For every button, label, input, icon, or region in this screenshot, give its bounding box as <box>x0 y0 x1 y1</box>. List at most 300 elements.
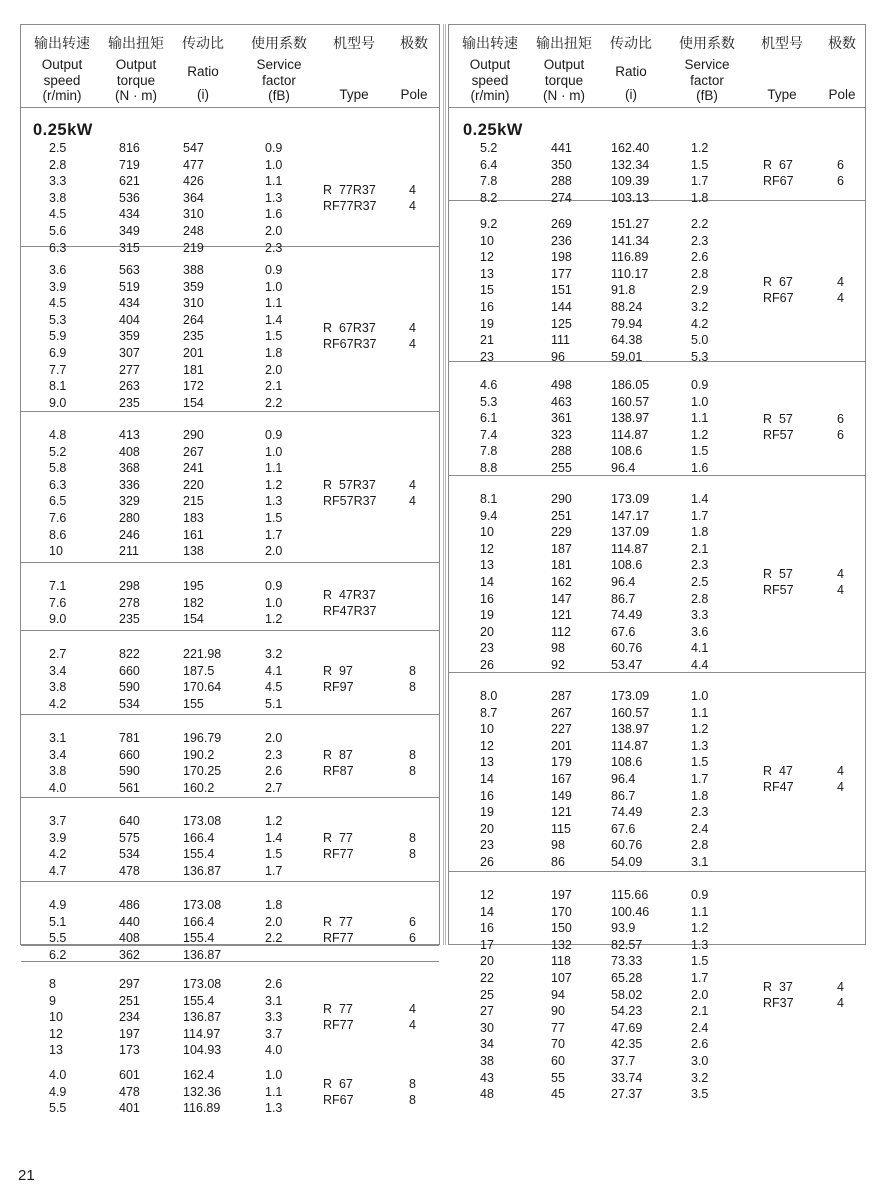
table-header <box>449 25 865 108</box>
cell-ratio: 264 <box>183 312 204 327</box>
table-row <box>449 1086 865 1102</box>
cell-service-factor: 3.0 <box>691 1054 709 1068</box>
cell-service-factor: 1.2 <box>265 612 283 627</box>
cell-ratio: 88.24 <box>611 300 643 314</box>
table-row <box>449 266 865 282</box>
model-type: RF47 <box>763 780 794 794</box>
table-row <box>449 721 865 737</box>
cell-service-factor: 4.1 <box>691 641 709 656</box>
cell-service-factor: 2.3 <box>691 233 709 248</box>
cell-torque: 413 <box>119 428 140 442</box>
header-speed-unit: (r/min) <box>42 88 82 103</box>
table-group <box>449 476 865 673</box>
cell-service-factor: 3.3 <box>265 1010 283 1025</box>
table-row <box>449 332 865 348</box>
cell-speed: 4.5 <box>49 207 67 222</box>
cell-torque: 234 <box>119 1010 140 1025</box>
header-sf-zh: 使用系数 <box>679 35 735 51</box>
cell-service-factor: 1.8 <box>265 346 283 360</box>
table-row <box>449 705 865 721</box>
model-type: RF57 <box>763 427 794 442</box>
table-row <box>449 394 865 410</box>
header-torque-zh: 输出扭矩 <box>536 35 592 51</box>
cell-speed: 22 <box>480 971 494 985</box>
cell-ratio: 103.13 <box>611 190 650 205</box>
cell-service-factor: 2.6 <box>691 250 709 265</box>
cell-speed: 19 <box>480 805 494 820</box>
cell-ratio: 64.38 <box>611 333 643 348</box>
cell-ratio: 162.40 <box>611 141 650 155</box>
table-row <box>449 443 865 459</box>
model-type: RF77 <box>323 1018 354 1033</box>
cell-service-factor: 1.6 <box>265 207 283 222</box>
cell-ratio: 290 <box>183 428 204 442</box>
cell-torque: 121 <box>551 805 572 820</box>
cell-speed: 6.2 <box>49 947 67 962</box>
cell-torque: 315 <box>119 240 140 255</box>
table-group <box>21 631 439 715</box>
cell-torque: 70 <box>551 1037 565 1052</box>
cell-torque: 534 <box>119 847 140 862</box>
cell-speed: 12 <box>480 738 494 753</box>
cell-service-factor: 1.7 <box>265 527 283 542</box>
cell-service-factor: 1.1 <box>691 904 709 919</box>
model-type: RF77R37 <box>323 198 377 213</box>
cell-torque: 486 <box>119 898 140 912</box>
cell-ratio: 183 <box>183 511 204 525</box>
cell-torque: 96 <box>551 349 565 364</box>
cell-speed: 20 <box>480 821 494 836</box>
cell-speed: 7.8 <box>480 444 498 459</box>
cell-ratio: 96.4 <box>611 772 636 786</box>
cell-torque: 404 <box>119 312 140 327</box>
cell-ratio: 114.87 <box>611 541 649 556</box>
pole-count: 8 <box>409 830 416 845</box>
cell-torque: 298 <box>119 579 140 593</box>
pole-count: 8 <box>409 679 416 694</box>
model-type: R 37 <box>763 979 793 994</box>
cell-service-factor: 1.7 <box>691 508 709 523</box>
cell-ratio: 93.9 <box>611 921 636 936</box>
cell-ratio: 59.01 <box>611 349 643 364</box>
cell-service-factor: 2.8 <box>691 266 709 281</box>
header-pole-en: Pole <box>828 87 856 102</box>
cell-service-factor: 1.5 <box>691 755 709 770</box>
cell-service-factor: 1.8 <box>691 190 709 205</box>
header-pole <box>819 35 865 105</box>
cell-speed: 16 <box>480 300 494 314</box>
cell-torque: 198 <box>551 250 572 265</box>
table-row <box>449 854 865 870</box>
cell-torque: 359 <box>119 329 140 344</box>
cell-ratio: 108.6 <box>611 444 643 459</box>
cell-ratio: 79.94 <box>611 316 643 331</box>
cell-ratio: 221.98 <box>183 647 222 661</box>
cell-torque: 297 <box>119 977 140 991</box>
cell-service-factor: 2.6 <box>265 764 283 779</box>
header-speed-en1: Output <box>469 57 511 72</box>
table-row <box>449 140 865 156</box>
cell-ratio: 310 <box>183 207 204 222</box>
model-type: R 57 <box>763 567 793 581</box>
header-sf-zh: 使用系数 <box>251 35 307 51</box>
cell-service-factor: 3.1 <box>265 993 283 1008</box>
header-type <box>751 35 813 105</box>
cell-service-factor: 1.0 <box>265 279 283 294</box>
table-row <box>21 730 439 746</box>
cell-torque: 181 <box>551 558 572 573</box>
cell-service-factor: 1.4 <box>691 492 709 506</box>
table-row <box>449 173 865 189</box>
model-type: R 67 <box>763 157 793 172</box>
cell-speed: 8.7 <box>480 705 498 720</box>
cell-speed: 5.5 <box>49 1101 67 1116</box>
cell-speed: 6.9 <box>49 346 67 360</box>
cell-torque: 115 <box>551 821 571 836</box>
cell-ratio: 155 <box>183 696 204 711</box>
table-group <box>21 125 439 255</box>
cell-ratio: 147.17 <box>611 508 650 523</box>
header-type <box>323 35 385 105</box>
cell-ratio: 136.87 <box>183 947 222 962</box>
cell-speed: 3.1 <box>49 731 67 745</box>
table-row <box>449 157 865 173</box>
table-group <box>449 125 865 205</box>
header-torque-en1: Output <box>115 57 157 72</box>
table-group <box>21 247 439 412</box>
table-row <box>449 624 865 640</box>
pole-count: 6 <box>837 411 844 426</box>
cell-speed: 16 <box>480 788 494 803</box>
pole-count: 6 <box>409 930 416 945</box>
table-row <box>21 173 439 189</box>
pole-count: 4 <box>409 494 416 509</box>
cell-service-factor: 1.0 <box>265 1068 283 1082</box>
cell-speed: 3.4 <box>49 747 67 762</box>
table-row <box>449 377 865 393</box>
table-row <box>449 754 865 770</box>
header-speed <box>23 35 101 104</box>
header-speed-en2: speed <box>471 72 509 88</box>
cell-speed: 15 <box>480 283 494 298</box>
cell-speed: 23 <box>480 349 494 364</box>
cell-torque: 660 <box>119 663 140 678</box>
table-row <box>21 914 439 930</box>
cell-speed: 3.3 <box>49 174 67 189</box>
cell-service-factor: 3.5 <box>691 1087 709 1102</box>
model-type: RF47R37 <box>323 603 377 618</box>
table-header <box>21 25 439 108</box>
table-row <box>449 771 865 787</box>
cell-speed: 8.8 <box>480 461 498 475</box>
cell-ratio: 138 <box>183 544 204 559</box>
cell-ratio: 60.76 <box>611 838 643 853</box>
cell-speed: 10 <box>480 722 494 737</box>
cell-torque: 118 <box>551 954 571 969</box>
cell-ratio: 173.08 <box>183 977 222 991</box>
table-row <box>21 378 439 394</box>
cell-speed: 8 <box>49 977 56 991</box>
table-row <box>21 1026 439 1042</box>
cell-ratio: 173.08 <box>183 898 222 912</box>
cell-service-factor: 4.5 <box>265 680 283 695</box>
cell-service-factor: 1.3 <box>265 190 283 205</box>
center-divider <box>443 24 444 945</box>
model-type: RF67 <box>323 1092 354 1107</box>
cell-service-factor: 5.3 <box>691 349 709 364</box>
cell-torque: 536 <box>119 190 140 205</box>
cell-ratio: 136.87 <box>183 863 222 878</box>
model-type: R 97 <box>323 663 353 678</box>
cell-ratio: 364 <box>183 190 204 205</box>
header-pole-en: Pole <box>400 87 428 102</box>
cell-service-factor: 2.3 <box>691 805 709 820</box>
model-type: RF67R37 <box>323 337 377 352</box>
table-row <box>449 657 865 673</box>
cell-ratio: 132.34 <box>611 157 650 172</box>
cell-service-factor: 2.0 <box>265 914 283 929</box>
cell-speed: 5.8 <box>49 461 67 476</box>
cell-speed: 4.0 <box>49 1068 67 1082</box>
table-row <box>449 821 865 837</box>
table-group <box>449 673 865 872</box>
table-row <box>21 993 439 1009</box>
table-row <box>21 362 439 378</box>
cell-torque: 590 <box>119 680 140 695</box>
table-row <box>449 904 865 920</box>
cell-torque: 434 <box>119 207 140 222</box>
cell-speed: 3.8 <box>49 190 67 205</box>
cell-service-factor: 2.3 <box>265 747 283 762</box>
cell-speed: 19 <box>480 608 494 623</box>
pole-count: 4 <box>837 764 844 778</box>
header-ratio-unit: (i) <box>197 87 209 102</box>
cell-torque: 94 <box>551 987 565 1002</box>
header-type-en: Type <box>339 87 369 102</box>
cell-torque: 98 <box>551 641 565 656</box>
table-row <box>21 262 439 278</box>
table-row <box>449 1020 865 1036</box>
cell-speed: 20 <box>480 954 494 969</box>
model-type: R 67 <box>323 1076 353 1091</box>
cell-ratio: 151.27 <box>611 217 650 231</box>
cell-speed: 10 <box>49 1010 63 1025</box>
cell-service-factor: 2.2 <box>265 395 283 410</box>
cell-torque: 478 <box>119 1084 140 1099</box>
cell-ratio: 91.8 <box>611 283 636 298</box>
cell-speed: 14 <box>480 904 494 919</box>
cell-ratio: 67.6 <box>611 821 636 836</box>
pole-count: 4 <box>837 995 844 1010</box>
cell-service-factor: 2.3 <box>265 240 283 255</box>
cell-speed: 5.2 <box>49 444 67 459</box>
cell-service-factor: 3.2 <box>265 647 283 661</box>
table-row <box>449 591 865 607</box>
cell-torque: 246 <box>119 527 140 542</box>
cell-torque: 235 <box>119 612 140 627</box>
cell-torque: 251 <box>119 993 140 1008</box>
pole-count: 4 <box>837 291 844 306</box>
cell-torque: 236 <box>551 233 572 248</box>
header-torque-unit: (N · m) <box>115 88 157 103</box>
model-type: RF57 <box>763 583 794 597</box>
table-row <box>449 688 865 704</box>
cell-ratio: 109.39 <box>611 174 650 189</box>
header-speed-unit: (r/min) <box>470 88 510 103</box>
cell-ratio: 86.7 <box>611 788 636 803</box>
cell-service-factor: 1.1 <box>691 411 709 426</box>
cell-service-factor: 1.7 <box>265 863 283 878</box>
cell-ratio: 37.7 <box>611 1054 636 1068</box>
cell-speed: 9.4 <box>480 508 498 523</box>
cell-speed: 16 <box>480 591 494 606</box>
cell-ratio: 114.97 <box>183 1026 221 1041</box>
cell-ratio: 33.74 <box>611 1070 643 1085</box>
cell-ratio: 173.09 <box>611 492 650 506</box>
cell-torque: 349 <box>119 224 140 238</box>
cell-torque: 290 <box>551 492 572 506</box>
cell-speed: 19 <box>480 316 494 331</box>
cell-ratio: 82.57 <box>611 937 643 952</box>
pole-count: 4 <box>409 321 416 336</box>
header-sf <box>669 35 745 104</box>
cell-service-factor: 3.1 <box>691 855 709 869</box>
model-type: R 47 <box>763 764 793 778</box>
cell-torque: 132 <box>551 937 572 952</box>
cell-ratio: 27.37 <box>611 1087 643 1102</box>
cell-service-factor: 1.7 <box>691 174 709 189</box>
cell-torque: 86 <box>551 855 565 869</box>
cell-speed: 13 <box>49 1043 63 1058</box>
cell-service-factor: 1.8 <box>691 788 709 803</box>
cell-service-factor: 1.5 <box>691 157 709 172</box>
header-ratio-zh: 传动比 <box>182 35 224 51</box>
table-row <box>449 299 865 315</box>
table-row <box>21 460 439 476</box>
cell-ratio: 74.49 <box>611 608 643 623</box>
cell-speed: 43 <box>480 1070 494 1085</box>
table-row <box>449 541 865 557</box>
cell-torque: 269 <box>551 217 572 231</box>
header-torque-en1: Output <box>543 57 585 72</box>
table-row <box>21 830 439 846</box>
header-ratio-en: Ratio <box>187 64 219 79</box>
cell-service-factor: 2.9 <box>691 283 709 298</box>
header-ratio-en: Ratio <box>615 64 647 79</box>
table-row <box>449 1003 865 1019</box>
cell-torque: 401 <box>119 1101 140 1116</box>
model-type: R 77 <box>323 1002 353 1017</box>
cell-speed: 34 <box>480 1037 494 1052</box>
cell-ratio: 170.25 <box>183 764 222 779</box>
cell-speed: 14 <box>480 772 494 786</box>
cell-ratio: 58.02 <box>611 987 643 1002</box>
pole-count: 8 <box>409 747 416 762</box>
cell-speed: 23 <box>480 838 494 853</box>
cell-ratio: 219 <box>183 240 204 255</box>
cell-ratio: 173.09 <box>611 689 650 703</box>
header-ratio <box>173 35 233 105</box>
cell-ratio: 138.97 <box>611 722 650 737</box>
cell-service-factor: 0.9 <box>265 141 283 155</box>
header-sf <box>241 35 317 104</box>
table-row <box>449 316 865 332</box>
header-type-zh: 机型号 <box>333 35 375 51</box>
table-group <box>449 201 865 362</box>
cell-torque: 288 <box>551 174 572 189</box>
cell-torque: 719 <box>119 157 140 172</box>
cell-speed: 5.6 <box>49 224 67 238</box>
header-torque-en2: torque <box>116 72 156 88</box>
model-type: RF77 <box>323 930 354 945</box>
header-torque <box>101 35 171 104</box>
cell-ratio: 201 <box>183 346 204 360</box>
pole-count: 4 <box>837 979 844 994</box>
table-row <box>449 970 865 986</box>
cell-torque: 121 <box>551 608 572 623</box>
cell-service-factor: 1.0 <box>265 444 283 459</box>
table-row <box>449 607 865 623</box>
table-group <box>449 872 865 1102</box>
cell-speed: 27 <box>480 1004 494 1019</box>
cell-speed: 13 <box>480 266 494 281</box>
cell-ratio: 170.64 <box>183 680 222 695</box>
cell-speed: 6.1 <box>480 411 498 426</box>
table-row <box>449 1053 865 1069</box>
cell-service-factor: 1.5 <box>265 511 283 525</box>
cell-torque: 227 <box>551 722 572 737</box>
cell-service-factor: 2.0 <box>691 987 709 1002</box>
table-row <box>449 937 865 953</box>
cell-ratio: 54.09 <box>611 855 643 869</box>
cell-ratio: 162.4 <box>183 1068 215 1082</box>
model-type: RF37 <box>763 995 794 1010</box>
cell-ratio: 160.2 <box>183 780 215 795</box>
cell-torque: 45 <box>551 1087 565 1102</box>
header-torque-unit: (N · m) <box>543 88 585 103</box>
cell-ratio: 110.17 <box>611 266 649 281</box>
table-row <box>21 279 439 295</box>
table-row <box>21 930 439 946</box>
cell-service-factor: 2.0 <box>265 544 283 559</box>
table-row <box>449 640 865 656</box>
cell-service-factor: 1.3 <box>691 937 709 952</box>
cell-torque: 179 <box>551 755 572 770</box>
cell-ratio: 154 <box>183 612 204 627</box>
table-row <box>21 846 439 862</box>
cell-ratio: 116.89 <box>183 1101 221 1116</box>
cell-ratio: 136.87 <box>183 1010 222 1025</box>
cell-service-factor: 3.3 <box>691 608 709 623</box>
cell-service-factor: 2.0 <box>265 731 283 745</box>
cell-torque: 590 <box>119 764 140 779</box>
cell-speed: 8.1 <box>480 492 498 506</box>
cell-torque: 167 <box>551 772 572 786</box>
table-row <box>21 763 439 779</box>
cell-speed: 5.5 <box>49 931 67 946</box>
cell-speed: 10 <box>49 544 63 559</box>
header-pole <box>391 35 437 105</box>
cell-speed: 4.0 <box>49 780 67 795</box>
cell-service-factor: 1.5 <box>691 444 709 459</box>
cell-ratio: 96.4 <box>611 461 636 475</box>
table-row <box>449 233 865 249</box>
cell-service-factor: 1.3 <box>691 738 709 753</box>
header-speed-zh: 输出转速 <box>462 35 518 51</box>
cell-speed: 23 <box>480 641 494 656</box>
cell-ratio: 47.69 <box>611 1020 643 1035</box>
cell-speed: 13 <box>480 558 494 573</box>
